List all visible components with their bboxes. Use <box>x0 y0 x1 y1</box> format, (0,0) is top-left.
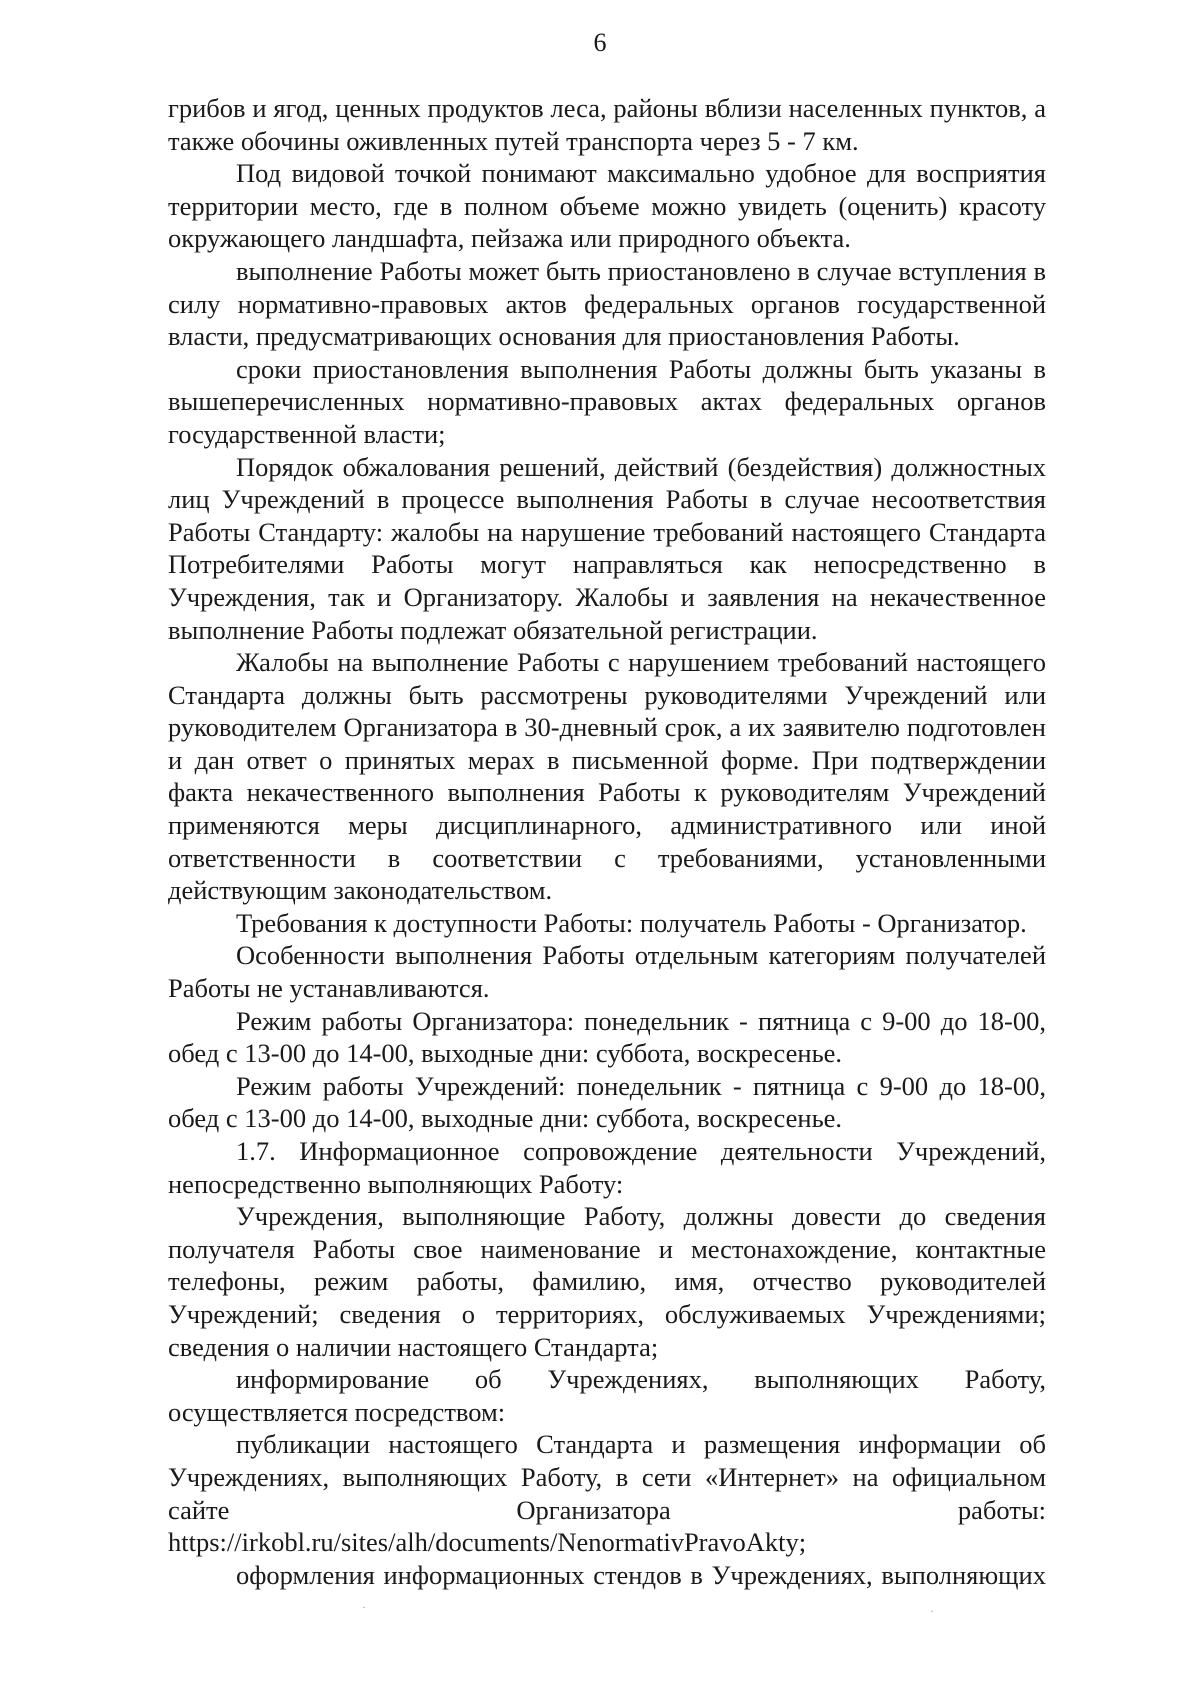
paragraph: Режим работы Учреждений: понедельник - пятница с 9-00 до 18-00, обед с 13-00 до 14-00, выходные дни: суббота, воскресенье. <box>168 1070 1046 1134</box>
scan-speck: · <box>930 1604 934 1618</box>
paragraph: выполнение Работы может быть приостановлено в случае вступления в силу нормативно-правовых актов федеральных органов государственной власти, предусматривающих основания для приостановления Работы. <box>168 255 1046 352</box>
page-number: 6 <box>593 28 607 57</box>
body-text <box>168 92 1046 1591</box>
paragraph: информирование об Учреждениях, выполняющих Работу, осуществляется посредством: <box>168 1364 1046 1427</box>
paragraph: грибов и ягод, ценных продуктов леса, районы вблизи населенных пунктов, а также обочины оживленных путей транспорта через 5 - 7 км. <box>168 93 1046 156</box>
paragraph: оформления информационных стендов в Учреждениях, выполняющих <box>236 1559 1046 1590</box>
scan-speck: · <box>362 1600 366 1614</box>
paragraph: Учреждения, выполняющие Работу, должны довести до сведения получателя Работы свое наименование и местонахождение, контактные телефоны, режим работы, фамилию, имя, отчество руководителей Учреждений; сведения о территориях, обслуживаемых Учреждениями; сведения о наличии настоящего Стандарта; <box>168 1201 1046 1362</box>
paragraph: Порядок обжалования решений, действий (бездействия) должностных лиц Учреждений в процессе выполнения Работы в случае несоответствия Работы Стандарту: жалобы на нарушение требований настоящего Стандарта Потребителями Работы могут направляться как непосредственно в Учреждения, так и Организатору. Жалобы и заявления на некачественное выполнение Работы подлежат обязательной регистрации. <box>168 451 1046 645</box>
paragraph: публикации настоящего Стандарта и размещения информации об Учреждениях, выполняющих Работу, в сети «Интернет» на официальном сайте Организатора работы: https://irkobl.ru/sites/alh/documents/NenormativPravoAkty; <box>168 1429 1046 1558</box>
section-heading-1-7: 1.7. Информационное сопровождение деятельности Учреждений, непосредственно выполняющих Работу: <box>168 1136 1046 1199</box>
paragraph: Режим работы Организатора: понедельник - пятница с 9-00 до 18-00, обед с 13-00 до 14-00, выходные дни: суббота, воскресенье. <box>168 1005 1046 1069</box>
paragraph: Жалобы на выполнение Работы с нарушением требований настоящего Стандарта должны быть рассмотрены руководителями Учреждений или руководителем Организатора в 30-дневный срок, а их заявителю подготовлен и дан ответ о принятых мерах в письменной форме. При подтверждении факта некачественного выполнения Работы к руководителям Учреждений применяются меры дисциплинарного, административного или иной ответственности в соответствии с требованиями, установленными действующим законодательством. <box>168 647 1046 906</box>
paragraph: Особенности выполнения Работы отдельным категориям получателей Работы не устанавливаются. <box>168 940 1046 1004</box>
paragraph: сроки приостановления выполнения Работы должны быть указаны в вышеперечисленных нормативно-правовых актах федеральных органов государственной власти; <box>168 353 1046 449</box>
paragraph: Под видовой точкой понимают максимально удобное для восприятия территории место, где в полном объеме можно увидеть (оценить) красоту окружающего ландшафта, пейзажа или природного объекта. <box>168 158 1046 254</box>
paragraph: Требования к доступности Работы: получатель Работы - Организатор. <box>236 907 1027 938</box>
